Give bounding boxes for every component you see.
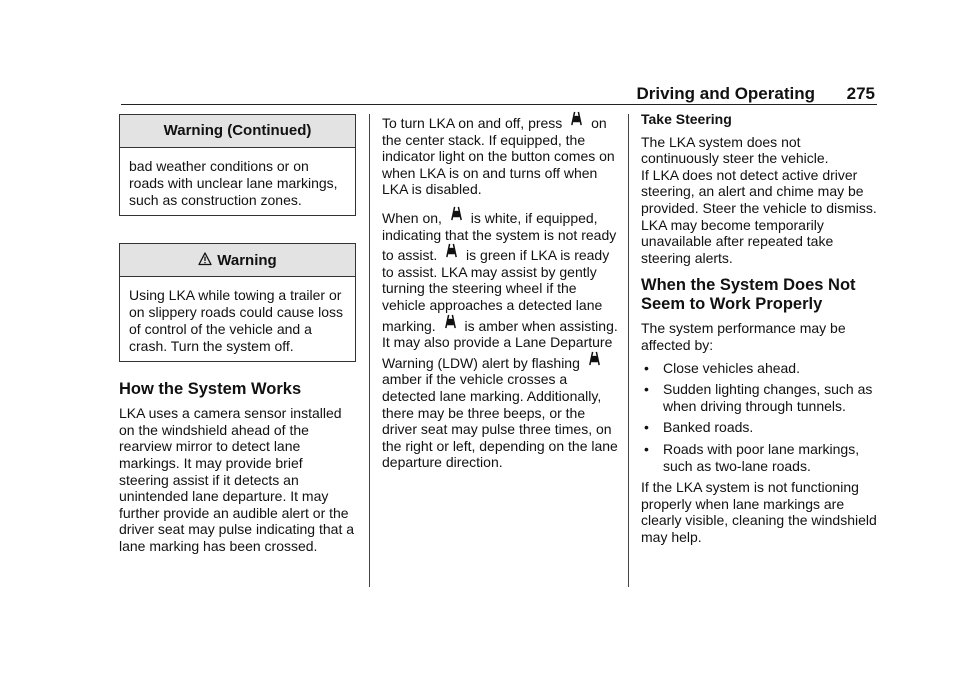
take-steering-paragraph-2: If LKA does not detect active driver steering, an alert and chime may be provided. Steer the vehicle to dismiss. LKA may become temporarily unavailable after repeated take steering alerts. bbox=[641, 166, 877, 266]
list-item bbox=[641, 360, 877, 377]
closing-paragraph: If the LKA system is not functioning properly when lane markings are clearly visible, cleaning the windshield may help. bbox=[641, 479, 877, 545]
column-left bbox=[119, 114, 356, 561]
warning-continued-box bbox=[119, 114, 356, 216]
list-item-text: Roads with poor lane markings, such as two-lane roads. bbox=[663, 440, 860, 474]
bullet: • bbox=[644, 419, 649, 436]
list-item bbox=[641, 381, 877, 414]
bullet: • bbox=[644, 359, 649, 376]
take-steering-heading: Take Steering bbox=[641, 111, 732, 127]
column-right bbox=[641, 111, 877, 551]
column-divider bbox=[369, 114, 370, 587]
text-run: on the center stack. If equipped, the indicator light on the button comes on when LKA is on and turns off when LKA is disabled. bbox=[382, 115, 615, 198]
warning-box bbox=[119, 243, 356, 363]
page-number: 275 bbox=[846, 84, 875, 103]
warning-title-row bbox=[120, 244, 355, 278]
text-run: is white, if equipped, indicating that the system is not ready to assist. bbox=[382, 209, 617, 264]
list-item-text: Close vehicles ahead. bbox=[663, 359, 800, 376]
list-item bbox=[641, 419, 877, 436]
bullet: • bbox=[644, 440, 649, 457]
warning-continued-title: Warning (Continued) bbox=[120, 115, 355, 148]
page-header bbox=[121, 80, 877, 104]
warning-body: Using LKA while towing a trailer or on slippery roads could cause loss of control of the vehicle and a crash. Turn the system off. bbox=[129, 287, 344, 355]
how-system-works-paragraph: LKA uses a camera sensor installed on the windshield ahead of the rearview mirror to detect lane markings. It may provide brief steering assist if it detects an unintended lane departure. It may further provide an audible alert or the driver seat may pulse indicating that a lane marking has been crossed. bbox=[119, 405, 355, 554]
take-steering-paragraph-1: The LKA system does not continuously steer the vehicle. bbox=[641, 133, 829, 167]
text-run: To turn LKA on and off, press bbox=[382, 115, 563, 131]
warning-title: Warning bbox=[217, 251, 277, 269]
not-working-intro: The system performance may be affected by: bbox=[641, 320, 846, 353]
text-run: When on, bbox=[382, 209, 442, 226]
how-system-works-heading: How the System Works bbox=[119, 380, 302, 399]
text-run: is green if LKA is ready to assist. LKA may assist by gently turning the steering wheel if the vehicle approaches a detected lane marking. bbox=[382, 247, 610, 334]
lka-status-paragraph bbox=[382, 206, 618, 471]
bullet: • bbox=[644, 381, 649, 398]
warning-triangle-icon bbox=[198, 252, 212, 266]
lane-keep-assist-icon bbox=[447, 206, 466, 221]
lane-keep-assist-icon bbox=[441, 314, 460, 329]
column-divider bbox=[628, 114, 629, 587]
list-item-text: Sudden lighting changes, such as when driving through tunnels. bbox=[663, 381, 873, 414]
list-item bbox=[641, 441, 877, 474]
lane-keep-assist-icon bbox=[585, 351, 604, 366]
lka-toggle-paragraph bbox=[382, 111, 618, 198]
lane-keep-assist-icon bbox=[567, 111, 586, 126]
lane-keep-assist-icon bbox=[442, 243, 461, 258]
header-rule bbox=[121, 104, 877, 105]
not-working-heading: When the System Does Not Seem to Work Properly bbox=[641, 276, 856, 314]
section-title: Driving and Operating bbox=[636, 84, 815, 103]
text-run: is amber when assisting. It may also provide a Lane Departure Warning (LDW) alert by flashing bbox=[382, 317, 618, 371]
column-middle bbox=[382, 111, 618, 477]
warning-continued-body: bad weather conditions or on roads with unclear lane markings, such as construction zones. bbox=[129, 157, 338, 208]
text-run: amber if the vehicle crosses a detected lane marking. Additionally, there may be three beeps, or the driver seat may pulse three times, on the right or left, depending on the lane departure direction. bbox=[382, 371, 618, 471]
list-item-text: Banked roads. bbox=[663, 419, 754, 436]
conditions-list bbox=[641, 360, 877, 475]
